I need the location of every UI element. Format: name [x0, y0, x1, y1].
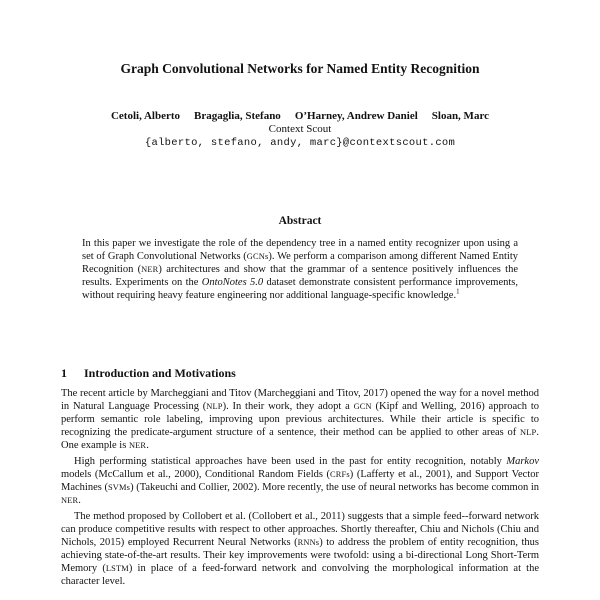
author-name: Cetoli, Alberto: [110, 110, 181, 122]
abstract-text: In this paper we investigate the role of the dependency tree in a named entity recognizer upon using a set of Graph Convolutional Networks (GCNs). We perform a comparison among different Named Entity Recognition (NER) architectures and show that the grammar of a sentence positively influences the results. Experiments on the OntoNotes 5.0 dataset demonstrate consistent performance improvements, without requiring heavy feature engineering nor additional language-specific knowledge.$^1$: [82, 238, 519, 301]
section-heading: [61, 365, 539, 381]
section-number: 1: [61, 366, 67, 380]
author-line: [61, 109, 539, 123]
author-name: O’Harney, Andrew Daniel: [294, 110, 418, 122]
paragraph: High performing statistical approaches have been used in the past for entity recognition, notably Markov models (McCallum et al., 2000), Conditional Random Fields (CRFs) (Lafferty et al., 2001), and Support Vector Machines (SVMs) (Takeuchi and Collier, 2002). More recently, the use of neural networks has become common in NER.: [61, 456, 539, 506]
abstract-heading: Abstract: [278, 215, 322, 227]
author-name: Bragaglia, Stefano: [194, 110, 281, 122]
paragraph: The method proposed by Collobert et al. (Collobert et al., 2011) suggests that a simple feed--forward network can produce competitive results with respect to other approaches. Shortly thereafter, Chiu and Nichols (Chiu and Nichols, 2015) employed Recurrent Neural Networks (RNNs) to address the problem of entity recognition, thus achieving state-of-the-art results. Their key improvements were twofold: using a bi-directional Long Short-Term Memory (LSTM) in place of a feed-forward network and convolving the morphological information at the character level.: [61, 511, 539, 587]
author-name: Sloan, Marc: [431, 110, 490, 122]
paragraph: The recent article by Marcheggiani and Titov (Marcheggiani and Titov, 2017) opened the way for a novel method in Natural Language Processing (NLP). In their work, they adopt a GCN (Kipf and Welling, 2016) approach to perform semantic role labeling, improving upon previous architectures. While their article is specific to recognizing the predicate-argument structure of a sentence, their method can be applied to other areas of NLP. One example is NER.: [61, 388, 540, 451]
author-emails: {alberto, stefano, andy, marc}@contextscout.com: [144, 137, 456, 149]
paper-title: Graph Convolutional Networks for Named Entity Recognition: [120, 61, 480, 76]
affiliation: Context Scout: [268, 123, 332, 135]
section-title: Introduction and Motivations: [84, 366, 236, 380]
